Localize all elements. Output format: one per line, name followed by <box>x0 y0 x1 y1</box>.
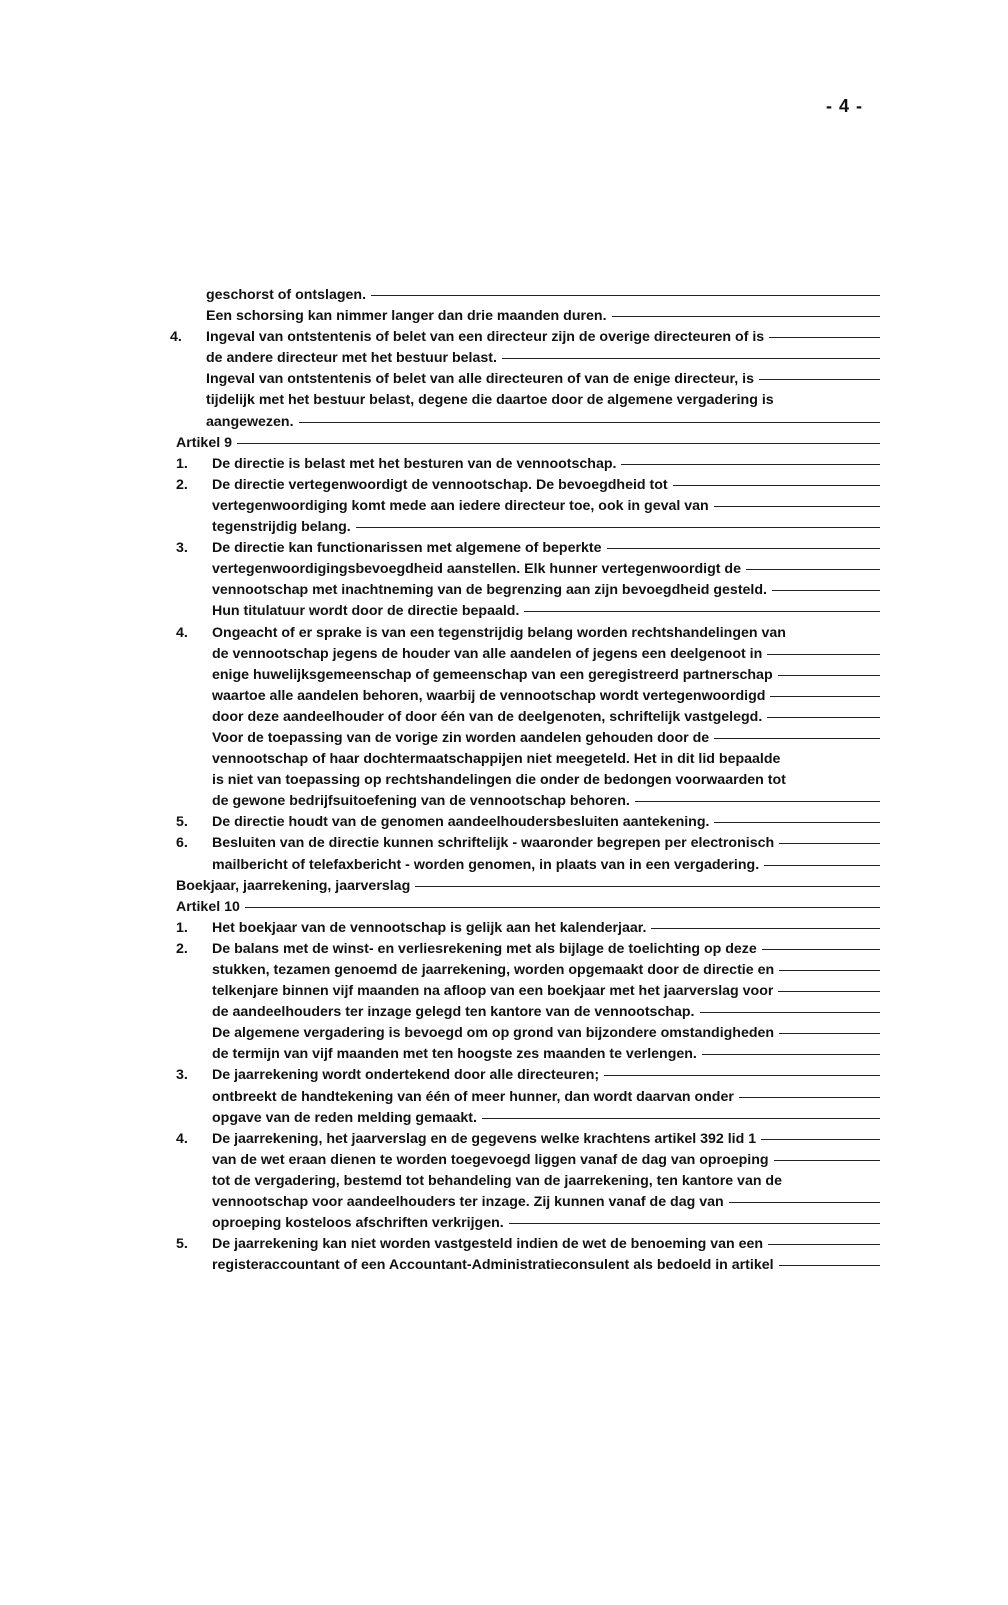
text-line <box>176 1213 880 1234</box>
line-text: mailbericht of telefaxbericht - worden genomen, in plaats van in een vergadering. <box>212 856 760 873</box>
filler-dash <box>299 422 880 423</box>
line-text: Ingeval van ontstentenis of belet van een directeur zijn de overige directeuren of is <box>206 329 765 346</box>
item-number: 2. <box>176 476 188 493</box>
line-text: de gewone bedrijfsuitoefening van de vennootschap behoren. <box>212 793 630 810</box>
text-line <box>176 855 880 876</box>
item-number: 4. <box>176 1130 188 1147</box>
text-line <box>176 1108 880 1129</box>
line-text: tot de vergadering, bestemd tot behandeling van de jaarrekening, ten kantore van de <box>212 1172 782 1189</box>
item-number <box>176 728 212 749</box>
line-text: de aandeelhouders ter inzage gelegd ten kantore van de vennootschap. <box>212 1004 695 1021</box>
line-text: tegenstrijdig belang. <box>212 519 351 536</box>
line-text: De directie kan functionarissen met algemene of beperkte <box>212 540 602 557</box>
item-number <box>170 306 206 327</box>
item-number <box>176 1044 212 1065</box>
item-number: 4. <box>176 624 188 641</box>
text-line <box>170 327 880 348</box>
text-line <box>176 918 880 939</box>
line-text: De jaarrekening wordt ondertekend door alle directeuren; <box>212 1067 600 1084</box>
text-line <box>176 665 880 686</box>
section-heading <box>176 876 880 897</box>
text-line <box>170 285 880 306</box>
item-number <box>176 1192 212 1213</box>
text-line <box>176 1087 880 1108</box>
text-line <box>176 601 880 622</box>
filler-dash <box>778 991 880 992</box>
item-number <box>176 770 212 791</box>
document-body <box>170 285 880 1276</box>
filler-dash <box>774 1160 880 1161</box>
text-line <box>176 1171 880 1192</box>
filler-dash <box>702 1054 880 1055</box>
filler-dash <box>237 443 880 444</box>
line-text: De directie vertegenwoordigt de vennootschap. De bevoegdheid tot <box>212 476 668 493</box>
line-text: Ingeval van ontstentenis of belet van alle directeuren of van de enige directeur, is <box>206 371 754 388</box>
item-number <box>176 644 212 665</box>
line-text: de vennootschap jegens de houder van alle aandelen of jegens een deelgenoot in <box>212 645 763 662</box>
text-line <box>176 749 880 770</box>
text-line <box>176 1129 880 1150</box>
item-number <box>176 1255 212 1276</box>
item-number: 5. <box>176 1236 188 1253</box>
text-line <box>176 770 880 791</box>
articles-9-10 <box>176 433 880 1277</box>
item-number <box>176 601 212 622</box>
item-number <box>176 1150 212 1171</box>
filler-dash <box>759 379 880 380</box>
filler-dash <box>612 316 880 317</box>
filler-dash <box>714 738 880 739</box>
filler-dash <box>761 1139 880 1140</box>
line-text: vennootschap of haar dochtermaatschappijen niet meegeteld. Het in dit lid bepaalde <box>212 751 781 768</box>
line-text: Voor de toepassing van de vorige zin worden aandelen gehouden door de <box>212 729 710 746</box>
text-line <box>176 1065 880 1086</box>
item-number <box>176 580 212 601</box>
text-line <box>176 475 880 496</box>
item-number <box>176 1171 212 1192</box>
line-text: De jaarrekening kan niet worden vastgesteld indien de wet de benoeming van een <box>212 1236 764 1253</box>
item-number: 2. <box>176 940 188 957</box>
text-line <box>176 1255 880 1276</box>
line-text: vennootschap voor aandeelhouders ter inzage. Zij kunnen vanaf de dag van <box>212 1194 724 1211</box>
text-line <box>176 686 880 707</box>
filler-dash <box>673 485 880 486</box>
item-number <box>176 1087 212 1108</box>
text-line <box>170 348 880 369</box>
text-line <box>176 1150 880 1171</box>
filler-dash <box>762 949 880 950</box>
text-line <box>176 454 880 475</box>
line-text: De balans met de winst- en verliesrekening met als bijlage de toelichting op deze <box>212 940 757 957</box>
article-8-continuation <box>170 285 880 433</box>
text-line <box>176 559 880 580</box>
filler-dash <box>768 1244 880 1245</box>
filler-dash <box>729 1202 880 1203</box>
item-number <box>170 390 206 411</box>
text-line <box>176 939 880 960</box>
item-number <box>176 960 212 981</box>
item-number <box>170 369 206 390</box>
text-line <box>176 517 880 538</box>
item-number <box>176 749 212 770</box>
section-heading <box>176 433 880 454</box>
text-line <box>176 1002 880 1023</box>
filler-dash <box>524 611 880 612</box>
line-text: van de wet eraan dienen te worden toegevoegd liggen vanaf de dag van oproeping <box>212 1151 769 1168</box>
line-text: door deze aandeelhouder of door één van de deelgenoten, schriftelijk vastgelegd. <box>212 708 763 725</box>
text-line <box>170 369 880 390</box>
line-text: De directie is belast met het besturen van de vennootschap. <box>212 455 617 472</box>
line-text: Het boekjaar van de vennootschap is gelijk aan het kalenderjaar. <box>212 919 647 936</box>
line-text: de andere directeur met het bestuur belast. <box>206 350 497 367</box>
item-number <box>170 412 206 433</box>
text-line <box>176 1023 880 1044</box>
heading-text: Artikel 10 <box>176 898 240 915</box>
text-line <box>176 1234 880 1255</box>
item-number: 6. <box>176 835 188 852</box>
text-line <box>176 728 880 749</box>
text-line <box>170 306 880 327</box>
filler-dash <box>767 717 880 718</box>
item-number <box>176 1213 212 1234</box>
text-line <box>176 833 880 854</box>
filler-dash <box>779 1265 880 1266</box>
item-number <box>176 517 212 538</box>
filler-dash <box>651 928 880 929</box>
line-text: tijdelijk met het bestuur belast, degene die daartoe door de algemene vergadering is <box>206 392 774 409</box>
line-text: Besluiten van de directie kunnen schriftelijk - waaronder begrepen per electronisch <box>212 835 775 852</box>
line-text: ontbreekt de handtekening van één of meer hunner, dan wordt daarvan onder <box>212 1088 734 1105</box>
filler-dash <box>509 1223 880 1224</box>
item-number <box>176 1108 212 1129</box>
item-number: 1. <box>176 919 188 936</box>
text-line <box>170 412 880 433</box>
item-number: 4. <box>170 329 182 346</box>
text-line <box>170 390 880 411</box>
text-line <box>176 707 880 728</box>
filler-dash <box>607 548 881 549</box>
filler-dash <box>604 1075 880 1076</box>
line-text: vertegenwoordiging komt mede aan iedere directeur toe, ook in geval van <box>212 497 709 514</box>
item-number <box>176 707 212 728</box>
line-text: stukken, tezamen genoemd de jaarrekening, worden opgemaakt door de directie en <box>212 962 775 978</box>
section-heading <box>176 897 880 918</box>
item-number <box>176 559 212 580</box>
filler-dash <box>772 590 880 591</box>
text-line <box>176 960 880 981</box>
filler-dash <box>700 1012 881 1013</box>
item-number <box>176 1023 212 1044</box>
line-text: geschorst of ontslagen. <box>206 287 367 303</box>
filler-dash <box>502 358 880 359</box>
line-text: oproeping kosteloos afschriften verkrijgen. <box>212 1215 504 1232</box>
item-number <box>176 855 212 876</box>
text-line <box>176 812 880 833</box>
text-line <box>176 981 880 1002</box>
filler-dash <box>770 696 880 697</box>
text-line <box>176 791 880 812</box>
line-text: De directie houdt van de genomen aandeelhoudersbesluiten aantekening. <box>212 814 710 831</box>
filler-dash <box>415 886 880 887</box>
line-text: is niet van toepassing op rechtshandelingen die onder de bedongen voorwaarden tot <box>212 772 786 789</box>
filler-dash <box>778 675 880 676</box>
line-text: waartoe alle aandelen behoren, waarbij de vennootschap wordt vertegenwoordigd <box>212 687 766 704</box>
filler-dash <box>769 337 880 338</box>
filler-dash <box>635 801 880 802</box>
line-text: vennootschap met inachtneming van de begrenzing aan zijn bevoegdheid gesteld. <box>212 582 767 599</box>
filler-dash <box>245 907 880 908</box>
heading-text: Boekjaar, jaarrekening, jaarverslag <box>176 877 411 894</box>
item-number: 5. <box>176 814 188 831</box>
filler-dash <box>764 865 880 866</box>
filler-dash <box>767 654 880 655</box>
heading-text: Artikel 9 <box>176 434 232 451</box>
line-text: aangewezen. <box>206 413 294 430</box>
item-number: 3. <box>176 1067 188 1084</box>
item-number <box>176 496 212 517</box>
item-number <box>176 1002 212 1023</box>
item-number <box>176 686 212 707</box>
filler-dash <box>779 843 880 844</box>
filler-dash <box>739 1097 880 1098</box>
line-text: registeraccountant of een Accountant-Administratieconsulent als bedoeld in artikel <box>212 1257 774 1274</box>
line-text: enige huwelijksgemeenschap of gemeenschap van een geregistreerd partnerschap <box>212 666 773 683</box>
line-text: Hun titulatuur wordt door de directie bepaald. <box>212 603 520 620</box>
filler-dash <box>621 464 880 465</box>
line-text: De algemene vergadering is bevoegd om op grond van bijzondere omstandigheden <box>212 1025 775 1042</box>
filler-dash <box>779 1033 880 1034</box>
filler-dash <box>371 295 880 296</box>
filler-dash <box>356 527 880 528</box>
line-text: Een schorsing kan nimmer langer dan drie maanden duren. <box>206 308 607 325</box>
line-text: de termijn van vijf maanden met ten hoogste zes maanden te verlengen. <box>212 1046 697 1063</box>
text-line <box>176 538 880 559</box>
item-number: 3. <box>176 540 188 557</box>
line-text: Ongeacht of er sprake is van een tegenstrijdig belang worden rechtshandelingen van <box>212 624 786 641</box>
filler-dash <box>714 822 880 823</box>
item-number <box>176 791 212 812</box>
item-number: 1. <box>176 455 188 472</box>
line-text: opgave van de reden melding gemaakt. <box>212 1109 477 1126</box>
filler-dash <box>746 569 880 570</box>
item-number <box>170 285 206 306</box>
line-text: De jaarrekening, het jaarverslag en de gegevens welke krachtens artikel 392 lid 1 <box>212 1130 757 1147</box>
text-line <box>176 623 880 644</box>
filler-dash <box>482 1118 880 1119</box>
text-line <box>176 644 880 665</box>
filler-dash <box>714 506 880 507</box>
text-line <box>176 1192 880 1213</box>
text-line <box>176 580 880 601</box>
line-text: telkenjare binnen vijf maanden na afloop van een boekjaar met het jaarverslag voor <box>212 983 774 1000</box>
line-text: vertegenwoordigingsbevoegdheid aanstellen. Elk hunner vertegenwoordigt de <box>212 561 741 578</box>
filler-dash <box>779 970 880 971</box>
item-number <box>170 348 206 369</box>
text-line <box>176 1044 880 1065</box>
item-number <box>176 665 212 686</box>
item-number <box>176 981 212 1002</box>
page-number: - 4 - <box>826 96 864 116</box>
text-line <box>176 496 880 517</box>
